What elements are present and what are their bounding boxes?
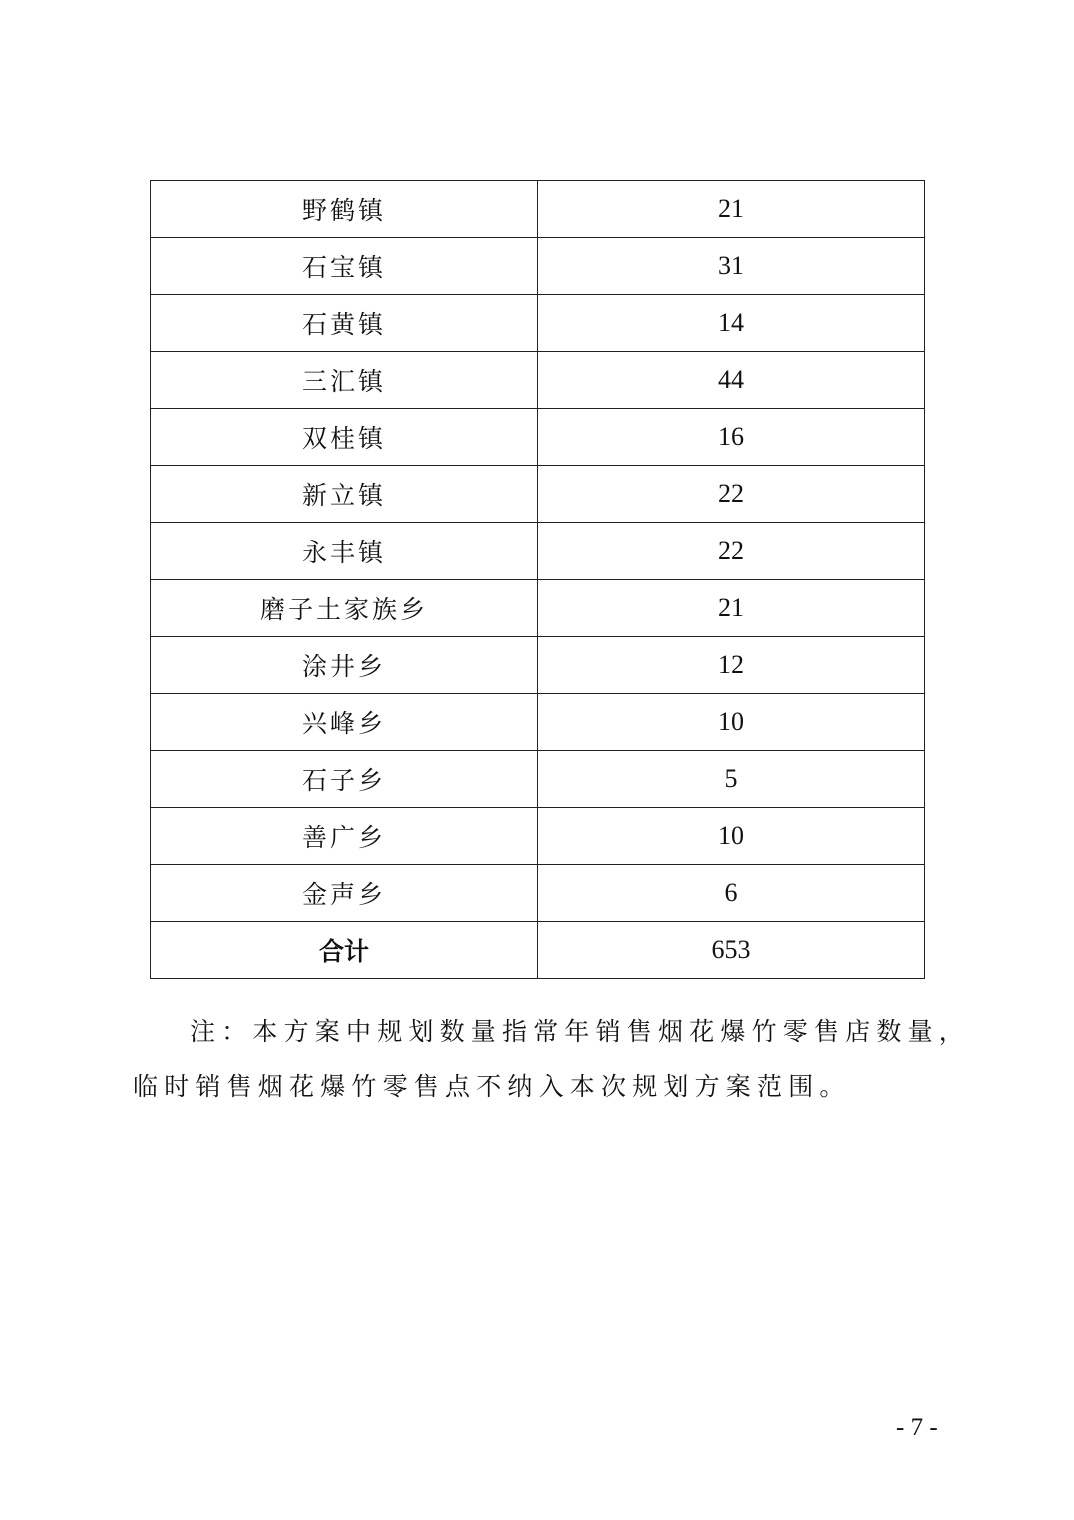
township-name-cell: 双桂镇 (151, 409, 538, 466)
quantity-cell: 22 (538, 466, 925, 523)
township-name-cell: 野鹤镇 (151, 181, 538, 238)
quantity-cell: 10 (538, 808, 925, 865)
quantity-cell: 31 (538, 238, 925, 295)
table-row (151, 580, 925, 637)
quantity-cell: 10 (538, 694, 925, 751)
total-row (151, 922, 925, 979)
township-name-cell: 新立镇 (151, 466, 538, 523)
township-name-cell: 兴峰乡 (151, 694, 538, 751)
table-row (151, 865, 925, 922)
note-line-1: 注：本方案中规划数量指常年销售烟花爆竹零售店数量， (190, 1017, 971, 1046)
township-name-cell: 涂井乡 (151, 637, 538, 694)
quantity-cell: 5 (538, 751, 925, 808)
township-name-cell: 石黄镇 (151, 295, 538, 352)
township-name-cell: 金声乡 (151, 865, 538, 922)
table-row (151, 523, 925, 580)
table-row (151, 409, 925, 466)
table-row (151, 295, 925, 352)
table-row (151, 238, 925, 295)
table-row (151, 181, 925, 238)
township-name-cell: 石宝镇 (151, 238, 538, 295)
page-number: - 7 - (896, 1414, 938, 1441)
township-name-cell: 三汇镇 (151, 352, 538, 409)
quantity-cell: 22 (538, 523, 925, 580)
township-name-cell: 磨子土家族乡 (151, 580, 538, 637)
quantity-cell: 16 (538, 409, 925, 466)
note-line-2: 临时销售烟花爆竹零售点不纳入本次规划方案范围。 (133, 1072, 851, 1101)
table-row (151, 751, 925, 808)
township-name-cell: 善广乡 (151, 808, 538, 865)
retail-plan-table (150, 180, 925, 979)
table-row (151, 466, 925, 523)
total-value-cell: 653 (538, 922, 925, 979)
table-row (151, 637, 925, 694)
table-row (151, 352, 925, 409)
quantity-cell: 12 (538, 637, 925, 694)
township-name-cell: 石子乡 (151, 751, 538, 808)
township-name-cell: 永丰镇 (151, 523, 538, 580)
table-body (151, 181, 925, 979)
total-label-cell: 合计 (151, 922, 538, 979)
quantity-cell: 14 (538, 295, 925, 352)
quantity-cell: 6 (538, 865, 925, 922)
table-row (151, 808, 925, 865)
quantity-cell: 21 (538, 181, 925, 238)
quantity-cell: 44 (538, 352, 925, 409)
table-row (151, 694, 925, 751)
quantity-cell: 21 (538, 580, 925, 637)
